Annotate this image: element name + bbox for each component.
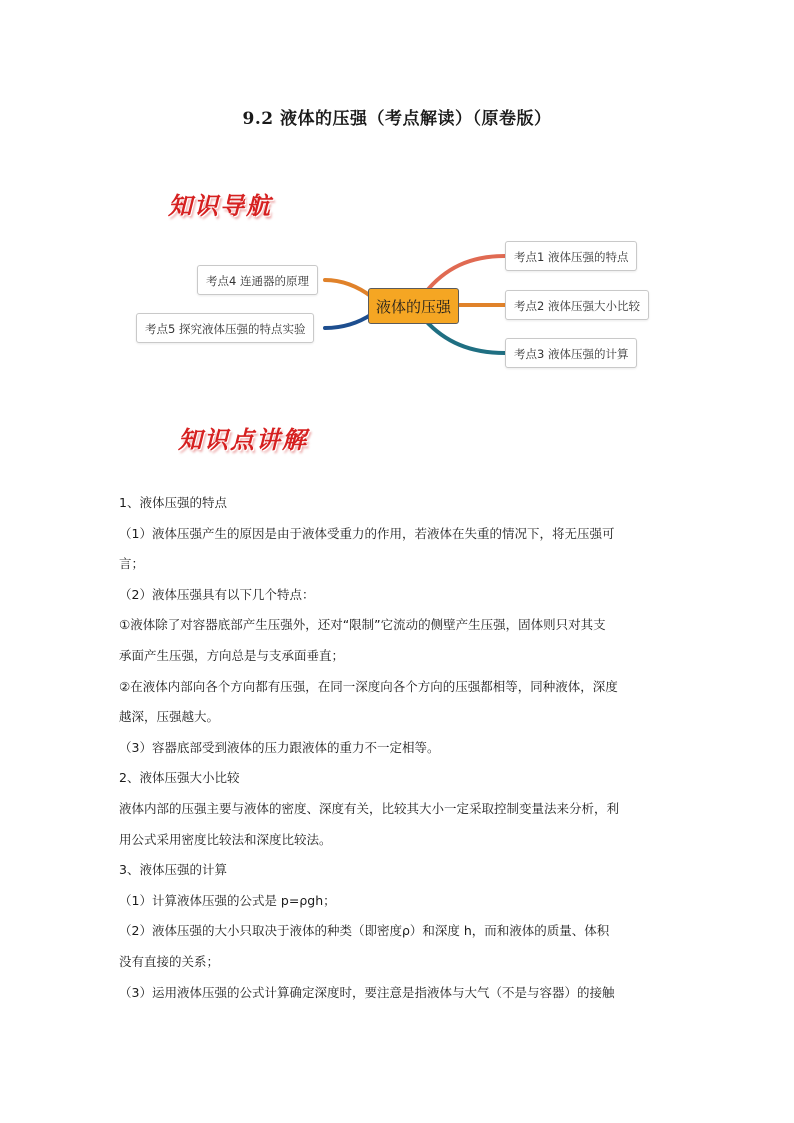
mindmap-center-node: 液体的压强 [368, 288, 459, 324]
content-line: 承面产生压强，方向总是与支承面垂直； [119, 647, 345, 663]
knowledge-explanation-banner: 知识点讲解 [178, 425, 308, 454]
content-line: 3、液体压强的计算 [119, 862, 227, 878]
content-line: （2）液体压强的大小只取决于液体的种类（即密度ρ）和深度 h，而和液体的质量、体积 [119, 923, 610, 939]
connector-k5 [325, 314, 372, 328]
content-line: 言； [119, 556, 145, 572]
content-line: 用公式采用密度比较法和深度比较法。 [119, 831, 332, 847]
mindmap-node-k5: 考点5 探究液体压强的特点实验 [136, 313, 314, 343]
content-line: （3）运用液体压强的公式计算确定深度时，要注意是指液体与大气（不是与容器）的接触 [119, 984, 615, 1000]
content-line: （3）容器底部受到液体的压力跟液体的重力不一定相等。 [119, 739, 440, 755]
content-line: 2、液体压强大小比较 [119, 770, 240, 786]
content-line: （2）液体压强具有以下几个特点： [119, 586, 315, 602]
content-line: ②在液体内部向各个方向都有压强，在同一深度向各个方向的压强都相等，同种液体，深度 [119, 678, 618, 694]
mind-map-connectors [0, 0, 794, 420]
connector-k4 [325, 280, 372, 297]
mindmap-node-k2: 考点2 液体压强大小比较 [505, 290, 649, 320]
content-line: 液体内部的压强主要与液体的密度、深度有关，比较其大小一定采取控制变量法来分析，利 [119, 800, 620, 816]
mindmap-node-k4: 考点4 连通器的原理 [197, 265, 318, 295]
content-body [119, 488, 679, 1008]
knowledge-navigation-banner: 知识导航 [168, 191, 272, 220]
page-title: 9.2 液体的压强（考点解读）（原卷版） [242, 109, 552, 129]
content-line: 越深，压强越大。 [119, 709, 220, 725]
mindmap-node-k3: 考点3 液体压强的计算 [505, 338, 637, 368]
content-line: 没有直接的关系； [119, 953, 220, 969]
mind-map [0, 0, 794, 420]
content-line: （1）液体压强产生的原因是由于液体受重力的作用，若液体在失重的情况下，将无压强可 [119, 525, 615, 541]
content-line: （1）计算液体压强的公式是 p=ρgh； [119, 892, 336, 908]
mindmap-node-k1: 考点1 液体压强的特点 [505, 241, 637, 271]
content-line: ①液体除了对容器底部产生压强外，还对“限制”它流动的侧壁产生压强，固体则只对其支 [119, 617, 606, 633]
content-line: 1、液体压强的特点 [119, 495, 227, 510]
